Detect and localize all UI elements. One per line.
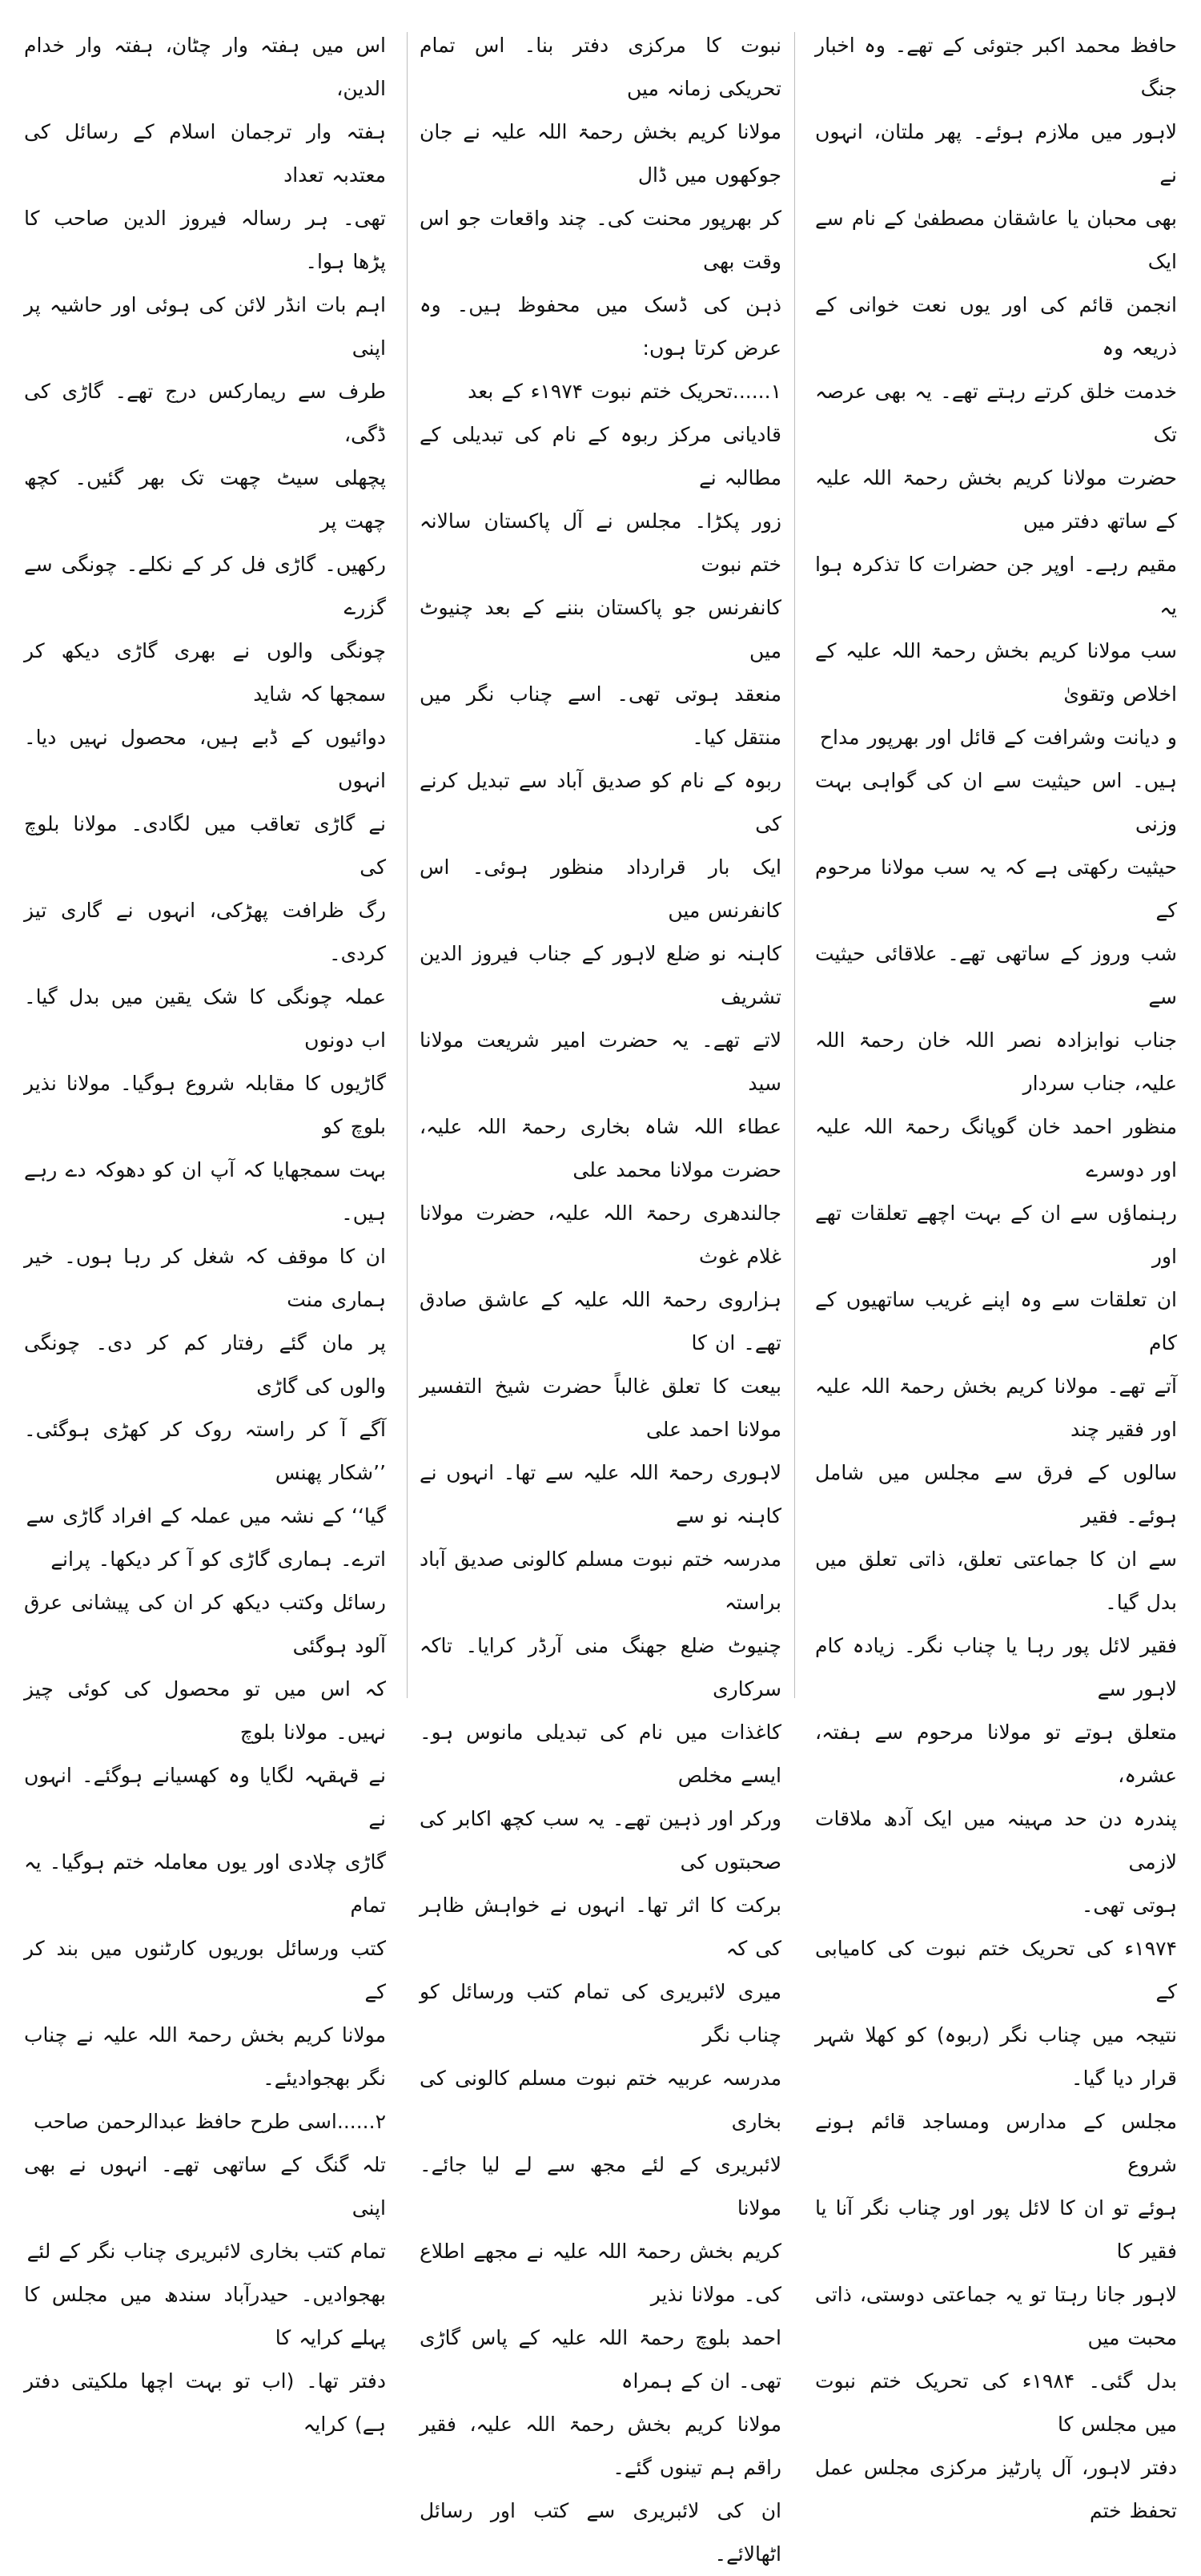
text-line: ایک بار قرارداد منظور ہوئی۔ اس کانفرنس میں bbox=[420, 855, 781, 922]
text-line: پندرہ دن حد مہینہ میں ایک آدھ ملاقات لازمی bbox=[815, 1807, 1177, 1874]
text-line: ۱......تحریک ختم نبوت ۱۹۷۴ء کے بعد bbox=[468, 380, 781, 403]
text-line: زور پکڑا۔ مجلس نے آل پاکستان سالانہ ختم نبوت bbox=[420, 509, 781, 576]
text-line: عطاء اللہ شاہ بخاری رحمۃ اللہ علیہ، حضرت مولانا محمد علی bbox=[420, 1115, 781, 1181]
text-line: خدمت خلق کرتے رہتے تھے۔ یہ بھی عرصہ تک bbox=[815, 380, 1177, 446]
text-line: ان کی لائبریری سے کتب اور رسائل اٹھالائے۔ bbox=[420, 2499, 781, 2566]
text-line: لاہور جانا رہتا تو یہ جماعتی دوستی، ذاتی محبت میں bbox=[815, 2283, 1177, 2349]
text-line: کتب ورسائل بوریوں کارٹنوں میں بند کر کے bbox=[24, 1937, 386, 2003]
text-line: رگ ظرافت پھڑکی، انہوں نے گاری تیز کردی۔ bbox=[24, 899, 386, 965]
text-line: اترے۔ ہماری گاڑی کو آ کر دیکھا۔ پرانے bbox=[50, 1548, 386, 1571]
text-line: مدرسہ عربیہ ختم نبوت مسلم کالونی کی بخاری bbox=[420, 2067, 781, 2133]
text-line: اہم بات انڈر لائن کی ہوئی اور حاشیہ پر اپنی bbox=[24, 293, 386, 360]
text-line: کاہنہ نو ضلع لاہور کے جناب فیروز الدین تشریف bbox=[420, 942, 781, 1008]
text-line: ۲......اسی طرح حافظ عبدالرحمن صاحب bbox=[34, 2110, 386, 2133]
text-line: ان کا موقف کہ شغل کر رہا ہوں۔ خیر ہماری منت bbox=[24, 1245, 386, 1311]
text-line: لائبریری کے لئے مجھ سے لے لیا جائے۔ مولانا bbox=[420, 2153, 781, 2220]
text-line: لاہوری رحمۃ اللہ علیہ سے تھا۔ انہوں نے کاہنہ نو سے bbox=[420, 1461, 781, 1527]
text-line: عملہ چونگی کا شک یقین میں بدل گیا۔ اب دونوں bbox=[24, 985, 386, 1052]
text-line: متعلق ہوتے تو مولانا مرحوم سے ہفتہ، عشرہ، bbox=[815, 1721, 1177, 1787]
text-column-left bbox=[24, 24, 386, 2436]
text-line: ہوئے تو ان کا لائل پور اور چناب نگر آنا یا فقیر کا bbox=[815, 2196, 1177, 2263]
text-line: آتے تھے۔ مولانا کریم بخش رحمۃ اللہ علیہ اور فقیر چند bbox=[815, 1375, 1177, 1441]
text-column-right bbox=[815, 24, 1177, 2522]
text-line: بیعت کا تعلق غالباً حضرت شیخ التفسیر مولانا احمد علی bbox=[420, 1375, 781, 1441]
text-line: ورکر اور ذہین تھے۔ یہ سب کچھ اکابر کی صحبتوں کی bbox=[420, 1807, 781, 1874]
text-line: بدل گئی۔ ۱۹۸۴ء کی تحریک ختم نبوت میں مجلس کا bbox=[815, 2369, 1177, 2436]
text-line: تھی۔ ہر رسالہ فیروز الدین صاحب کا پڑھا ہوا۔ bbox=[24, 207, 386, 273]
text-line: ہزاروی رحمۃ اللہ علیہ کے عاشق صادق تھے۔ ان کا bbox=[420, 1288, 781, 1354]
text-line: رہنماؤں سے ان کے بہت اچھے تعلقات تھے اور bbox=[815, 1201, 1177, 1268]
text-line: کہ اس میں تو محصول کی کوئی چیز نہیں۔ مولانا بلوچ bbox=[24, 1677, 386, 1744]
text-line: قادیانی مرکز ربوہ کے نام کی تبدیلی کے مطالبہ نے bbox=[420, 423, 781, 489]
newspaper-page bbox=[24, 24, 1177, 2566]
text-line: مولانا کریم بخش رحمۃ اللہ علیہ، فقیر راقم ہم تینوں گئے۔ bbox=[420, 2413, 781, 2479]
text-line: اس میں ہفتہ وار چٹان، ہفتہ وار خدام الدین، bbox=[24, 34, 386, 100]
text-line: حیثیت رکھتی ہے کہ یہ سب مولانا مرحوم کے bbox=[815, 855, 1177, 922]
text-line: مدرسہ ختم نبوت مسلم کالونی صدیق آباد براستہ bbox=[420, 1548, 781, 1614]
text-line: سب مولانا کریم بخش رحمۃ اللہ علیہ کے اخلاص وتقویٰ bbox=[815, 639, 1177, 706]
text-line: گیا‘‘ کے نشہ میں عملہ کے افراد گاڑی سے bbox=[26, 1504, 386, 1527]
text-line: منعقد ہوتی تھی۔ اسے چناب نگر میں منتقل کیا۔ bbox=[420, 682, 781, 749]
text-line: بھجوادیں۔ حیدرآباد سندھ میں مجلس کا پہلے کرایہ کا bbox=[24, 2283, 386, 2349]
text-line: کانفرنس جو پاکستان بننے کے بعد چنیوٹ میں bbox=[420, 596, 781, 662]
text-line: بہت سمجھایا کہ آپ ان کو دھوکہ دے رہے ہیں۔ bbox=[24, 1158, 386, 1225]
text-line: گاڑیوں کا مقابلہ شروع ہوگیا۔ مولانا نذیر بلوچ کو bbox=[24, 1072, 386, 1138]
text-line: تمام کتب بخاری لائبریری چناب نگر کے لئے bbox=[26, 2240, 386, 2263]
text-line: برکت کا اثر تھا۔ انہوں نے خواہش ظاہر کی کہ bbox=[420, 1894, 781, 1960]
text-line: جناب نوابزادہ نصر اللہ خان رحمۃ اللہ علیہ، جناب سردار bbox=[815, 1028, 1177, 1095]
text-line: سالوں کے فرق سے مجلس میں شامل ہوئے۔ فقیر bbox=[815, 1461, 1177, 1527]
text-line: لاتے تھے۔ یہ حضرت امیر شریعت مولانا سید bbox=[420, 1028, 781, 1095]
text-line: بھی محبان یا عاشقان مصطفیٰ کے نام سے ایک bbox=[815, 207, 1177, 273]
text-line: میری لائبریری کی تمام کتب ورسائل کو چناب نگر bbox=[420, 1980, 781, 2047]
text-line: لاہور میں ملازم ہوئے۔ پھر ملتان، انہوں نے bbox=[815, 120, 1177, 187]
text-line: ہوتی تھی۔ bbox=[1081, 1894, 1177, 1917]
text-line: ہفتہ وار ترجمان اسلام کے رسائل کی معتدبہ تعداد bbox=[24, 120, 386, 187]
text-line: کر بھرپور محنت کی۔ چند واقعات جو اس وقت بھی bbox=[420, 207, 781, 273]
text-line: پر مان گئے رفتار کم کر دی۔ چونگی والوں کی گاڑی bbox=[24, 1331, 386, 1398]
text-line: ربوہ کے نام کو صدیق آباد سے تبدیل کرنے کی bbox=[420, 769, 781, 835]
text-line: رکھیں۔ گاڑی فل کر کے نکلے۔ چونگی سے گزرے bbox=[24, 553, 386, 619]
text-line: انجمن قائم کی اور یوں نعت خوانی کے ذریعہ وہ bbox=[815, 293, 1177, 360]
text-line: حضرت مولانا کریم بخش رحمۃ اللہ علیہ کے ساتھ دفتر میں bbox=[815, 466, 1177, 533]
text-line: ۱۹۷۴ء کی تحریک ختم نبوت کی کامیابی کے bbox=[815, 1937, 1177, 2003]
text-column-middle bbox=[420, 24, 781, 2566]
text-line: نے قہقہہ لگایا وہ کھسیانے ہوگئے۔ انہوں نے bbox=[24, 1764, 386, 1830]
text-line: آگے آ کر راستہ روک کر کھڑی ہوگئی۔ ’’شکار پھنس bbox=[24, 1418, 386, 1484]
text-line: رسائل وکتب دیکھ کر ان کی پیشانی عرق آلود ہوگئی bbox=[24, 1591, 386, 1657]
text-line: دفتر لاہور، آل پارٹیز مرکزی مجلس عمل تحفظ ختم bbox=[815, 2456, 1177, 2522]
text-line: کاغذات میں نام کی تبدیلی مانوس ہو۔ ایسے مخلص bbox=[420, 1721, 781, 1787]
text-line: کریم بخش رحمۃ اللہ علیہ نے مجھے اطلاع کی۔ مولانا نذیر bbox=[420, 2240, 781, 2306]
text-line: تلہ گنگ کے ساتھی تھے۔ انہوں نے بھی اپنی bbox=[24, 2153, 386, 2220]
text-line: مجلس کے مدارس ومساجد قائم ہونے شروع bbox=[815, 2110, 1177, 2176]
column-divider bbox=[794, 32, 795, 1698]
column-divider bbox=[407, 32, 408, 1698]
text-line: شب وروز کے ساتھی تھے۔ علاقائی حیثیت سے bbox=[815, 942, 1177, 1008]
text-line: نتیجہ میں چناب نگر (ربوہ) کو کھلا شہر قرار دیا گیا۔ bbox=[815, 2023, 1177, 2090]
text-line: دوائیوں کے ڈبے ہیں، محصول نہیں دیا۔ انہوں bbox=[24, 726, 386, 792]
text-line: فقیر لائل پور رہا یا چناب نگر۔ زیادہ کام لاہور سے bbox=[815, 1634, 1177, 1701]
text-line: حافظ محمد اکبر جتوئی کے تھے۔ وہ اخبار جنگ bbox=[815, 34, 1177, 100]
text-line: نبوت کا مرکزی دفتر بنا۔ اس تمام تحریکی زمانہ میں bbox=[420, 34, 781, 100]
text-line: پچھلی سیٹ چھت تک بھر گئیں۔ کچھ چھت پر bbox=[24, 466, 386, 533]
text-line: احمد بلوچ رحمۃ اللہ علیہ کے پاس گاڑی تھی۔ ان کے ہمراہ bbox=[420, 2326, 781, 2393]
text-line: چنیوٹ ضلع جھنگ منی آرڈر کرایا۔ تاکہ سرکاری bbox=[420, 1634, 781, 1701]
text-line: ذہن کی ڈسک میں محفوظ ہیں۔ وہ عرض کرتا ہوں: bbox=[420, 293, 781, 360]
text-line: نے گاڑی تعاقب میں لگادی۔ مولانا بلوچ کی bbox=[24, 812, 386, 879]
text-line: دفتر تھا۔ (اب تو بہت اچھا ملکیتی دفتر ہے) کرایہ bbox=[24, 2369, 386, 2436]
text-line: سے ان کا جماعتی تعلق، ذاتی تعلق میں بدل گیا۔ bbox=[815, 1548, 1177, 1614]
text-line: ہیں۔ اس حیثیت سے ان کی گواہی بہت وزنی bbox=[815, 769, 1177, 835]
text-line: مقیم رہے۔ اوپر جن حضرات کا تذکرہ ہوا یہ bbox=[815, 553, 1177, 619]
text-line: جالندھری رحمۃ اللہ علیہ، حضرت مولانا غلام غوث bbox=[420, 1201, 781, 1268]
text-line: ان تعلقات سے وہ اپنے غریب ساتھیوں کے کام bbox=[815, 1288, 1177, 1354]
text-line: مولانا کریم بخش رحمۃ اللہ علیہ نے جان جوکھوں میں ڈال bbox=[420, 120, 781, 187]
text-line: طرف سے ریمارکس درج تھے۔ گاڑی کی ڈگی، bbox=[24, 380, 386, 446]
text-line: گاڑی چلادی اور یوں معاملہ ختم ہوگیا۔ یہ تمام bbox=[24, 1850, 386, 1917]
text-line: چونگی والوں نے بھری گاڑی دیکھ کر سمجھا کہ شاید bbox=[24, 639, 386, 706]
text-line: منظور احمد خان گوپانگ رحمۃ اللہ علیہ اور دوسرے bbox=[815, 1115, 1177, 1181]
text-line: مولانا کریم بخش رحمۃ اللہ علیہ نے چناب نگر بھجوادیئے۔ bbox=[24, 2023, 386, 2090]
text-line: و دیانت وشرافت کے قائل اور بھرپور مداح bbox=[819, 726, 1177, 749]
